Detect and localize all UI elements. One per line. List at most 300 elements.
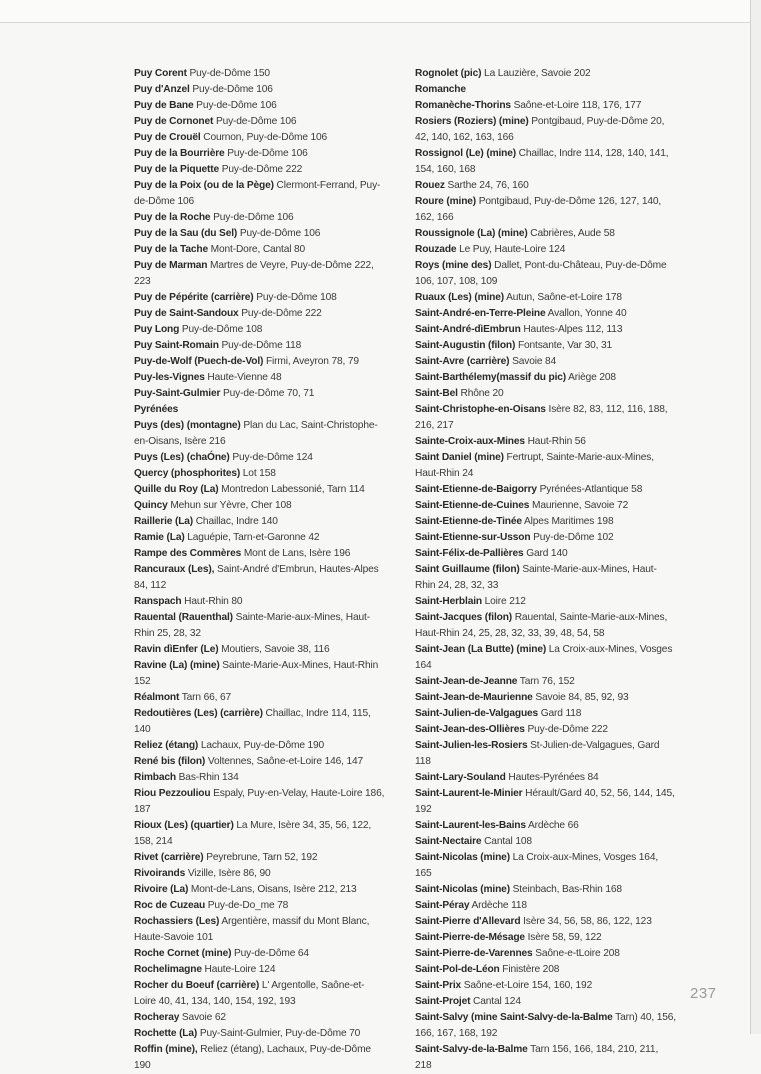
index-locator: Hérault/Gard 40, 52, 56, 144, 145, 192 bbox=[415, 788, 675, 815]
index-headword: Rimbach bbox=[134, 772, 176, 783]
index-entry bbox=[134, 690, 386, 706]
index-entry bbox=[134, 178, 386, 210]
index-entry bbox=[415, 642, 677, 674]
index-headword: Saint-Jean-des-Ollières bbox=[415, 724, 525, 735]
index-locator: Ardèche 118 bbox=[469, 900, 527, 911]
index-headword: Rauental (Rauenthal) bbox=[134, 612, 233, 623]
index-entry bbox=[134, 66, 386, 82]
index-locator: Saône-et-Loire 154, 160, 192 bbox=[461, 980, 593, 991]
index-locator: La Croix-aux-Mines, Vosges 164, 165 bbox=[415, 852, 659, 879]
index-headword: Roffin (mine), bbox=[134, 1044, 198, 1055]
index-headword: Saint-Nicolas (mine) bbox=[415, 852, 510, 863]
index-locator: Laguépie, Tarn-et-Garonne 42 bbox=[184, 532, 320, 543]
index-entry bbox=[415, 770, 677, 786]
index-entry bbox=[134, 770, 386, 786]
index-entry bbox=[134, 642, 386, 658]
index-locator: Sarthe 24, 76, 160 bbox=[444, 180, 529, 191]
index-locator: Tarn) 40, 156, 166, 167, 168, 192 bbox=[415, 1012, 676, 1039]
index-locator: Puy-de-Dôme 70, 71 bbox=[220, 388, 315, 399]
index-locator: Fontsante, Var 30, 31 bbox=[515, 340, 613, 351]
index-entry bbox=[134, 962, 386, 978]
index-locator: Puy-de-Dôme 106 bbox=[213, 116, 297, 127]
index-entry bbox=[134, 498, 386, 514]
index-locator: Cantal 124 bbox=[470, 996, 521, 1007]
index-locator: Avallon, Yonne 40 bbox=[545, 308, 627, 319]
index-locator: Puy-de-Dôme 150 bbox=[186, 68, 270, 79]
index-headword: Saint-André-dìEmbrun bbox=[415, 324, 521, 335]
index-entry bbox=[415, 610, 677, 642]
index-headword: Saint-André-en-Terre-Pleine bbox=[415, 308, 546, 319]
index-locator: Moutiers, Savoie 38, 116 bbox=[218, 644, 330, 655]
index-entry bbox=[134, 594, 386, 610]
index-entry bbox=[415, 786, 677, 818]
index-entry bbox=[134, 98, 386, 114]
index-headword: Quincy bbox=[134, 500, 168, 511]
index-locator: Haut-Rhin 56 bbox=[524, 436, 586, 447]
index-entry bbox=[415, 738, 677, 770]
index-entry bbox=[134, 370, 386, 386]
index-locator: Le Puy, Haute-Loire 124 bbox=[456, 244, 566, 255]
index-locator: Haute-Loire 124 bbox=[201, 964, 276, 975]
index-headword: Saint-Nectaire bbox=[415, 836, 482, 847]
index-headword: Saint-Avre (carrière) bbox=[415, 356, 510, 367]
index-locator: Mehun sur Yèvre, Cher 108 bbox=[167, 500, 292, 511]
index-entry bbox=[134, 258, 386, 290]
index-locator: Firmi, Aveyron 78, 79 bbox=[263, 356, 359, 367]
index-locator: Sainte-Marie-aux-Mines, Haut-Rhin 24, 28, 32, 33 bbox=[415, 564, 657, 591]
index-locator: Pyrénées-Atlantique 58 bbox=[536, 484, 643, 495]
index-headword: Pyrénées bbox=[134, 404, 179, 415]
index-headword: Reliez (étang) bbox=[134, 740, 199, 751]
index-headword: Saint-Etienne-sur-Usson bbox=[415, 532, 531, 543]
index-locator: Puy-de-Dôme 106 bbox=[193, 100, 277, 111]
index-entry bbox=[134, 898, 386, 914]
index-headword: Puy de Cornonet bbox=[134, 116, 214, 127]
index-locator: Reliez (étang), Lachaux, Puy-de-Dôme 190 bbox=[134, 1044, 371, 1071]
index-headword: Puy de la Piquette bbox=[134, 164, 220, 175]
index-locator: Puy-de-Dôme 124 bbox=[229, 452, 313, 463]
index-entry bbox=[415, 290, 677, 306]
index-headword: Saint-Jacques (filon) bbox=[415, 612, 513, 623]
index-locator: Mont-de-Lans, Oisans, Isère 212, 213 bbox=[188, 884, 357, 895]
index-locator: Saône-et-Loire 118, 176, 177 bbox=[510, 100, 642, 111]
index-locator: Isère 82, 83, 112, 116, 188, 216, 217 bbox=[415, 404, 668, 431]
index-headword: Saint-Christophe-en-Oisans bbox=[415, 404, 546, 415]
index-locator: Savoie 84 bbox=[509, 356, 557, 367]
index-headword: Saint-Etienne-de-Tinée bbox=[415, 516, 522, 527]
index-entry bbox=[415, 194, 677, 226]
index-headword: Saint-Pol-de-Léon bbox=[415, 964, 500, 975]
index-entry bbox=[415, 530, 677, 546]
index-headword: Redoutières (Les) (carrière) bbox=[134, 708, 263, 719]
index-locator: Puy-de-Dôme 222 bbox=[219, 164, 303, 175]
index-headword: Saint-Projet bbox=[415, 996, 471, 1007]
index-headword: Saint-Lary-Souland bbox=[415, 772, 506, 783]
index-headword: Puy-de-Wolf (Puech-de-Vol) bbox=[134, 356, 264, 367]
index-headword: Saint-Pierre-de-Mésage bbox=[415, 932, 525, 943]
index-locator: Finistère 208 bbox=[499, 964, 560, 975]
index-locator: Haute-Vienne 48 bbox=[204, 372, 282, 383]
index-locator: Saône-e-tLoire 208 bbox=[532, 948, 620, 959]
index-entry bbox=[134, 786, 386, 818]
index-entry bbox=[415, 498, 677, 514]
index-locator: Hautes-Alpes 112, 113 bbox=[520, 324, 623, 335]
index-headword: Puy de Saint-Sandoux bbox=[134, 308, 239, 319]
index-locator: Puy-de-Dôme 222 bbox=[524, 724, 608, 735]
index-locator: Chaillac, Indre 114, 128, 140, 141, 154, 160, 168 bbox=[415, 148, 669, 175]
index-entry bbox=[415, 178, 677, 194]
index-locator: Ardèche 66 bbox=[525, 820, 579, 831]
index-headword: Roc de Cuzeau bbox=[134, 900, 206, 911]
index-locator: Puy-de-Dôme 106 bbox=[189, 84, 273, 95]
index-headword: Roussignole (La) (mine) bbox=[415, 228, 528, 239]
index-headword: Ranspach bbox=[134, 596, 182, 607]
index-headword: Puy Corent bbox=[134, 68, 187, 79]
index-headword: René bis (filon) bbox=[134, 756, 206, 767]
index-headword: Saint-Félix-de-Pallières bbox=[415, 548, 524, 559]
index-locator: Lot 158 bbox=[240, 468, 276, 479]
index-entry bbox=[415, 690, 677, 706]
index-headword: Saint Daniel (mine) bbox=[415, 452, 504, 463]
index-headword: Rioux (Les) (quartier) bbox=[134, 820, 234, 831]
index-locator: Espaly, Puy-en-Velay, Haute-Loire 186, 187 bbox=[134, 788, 385, 815]
index-locator: Puy-Saint-Gulmier, Puy-de-Dôme 70 bbox=[197, 1028, 361, 1039]
index-headword: Riou Pezzouliou bbox=[134, 788, 211, 799]
index-headword: Saint-Bel bbox=[415, 388, 458, 399]
index-headword: Saint-Jean-de-Maurienne bbox=[415, 692, 533, 703]
index-entry bbox=[415, 386, 677, 402]
index-locator: Pontgibaud, Puy-de-Dôme 20, 42, 140, 162, 163, 166 bbox=[415, 116, 665, 143]
index-headword: Saint Guillaume (filon) bbox=[415, 564, 520, 575]
index-locator: Puy-de-Dôme 118 bbox=[218, 340, 302, 351]
index-entry bbox=[134, 338, 386, 354]
index-entry bbox=[415, 66, 677, 82]
index-entry bbox=[134, 146, 386, 162]
index-entry bbox=[415, 994, 677, 1010]
index-locator: Maurienne, Savoie 72 bbox=[529, 500, 629, 511]
index-entry bbox=[415, 962, 677, 978]
index-locator: Martres de Veyre, Puy-de-Dôme 222, 223 bbox=[134, 260, 374, 287]
index-entry bbox=[415, 482, 677, 498]
index-headword: Roure (mine) bbox=[415, 196, 477, 207]
index-headword: Romanèche-Thorins bbox=[415, 100, 511, 111]
index-entry bbox=[415, 978, 677, 994]
index-headword: Rochelimagne bbox=[134, 964, 202, 975]
index-headword: Puy de la Tache bbox=[134, 244, 208, 255]
page-number: 237 bbox=[690, 985, 717, 1002]
index-entry bbox=[415, 818, 677, 834]
index-headword: Rouzade bbox=[415, 244, 457, 255]
index-headword: Puy de Crouël bbox=[134, 132, 201, 143]
index-headword: Rossignol (Le) (mine) bbox=[415, 148, 516, 159]
index-headword: Ravin dìEnfer (Le) bbox=[134, 644, 219, 655]
index-headword: Rosiers (Roziers) (mine) bbox=[415, 116, 529, 127]
index-locator: Mont de Lans, Isère 196 bbox=[241, 548, 351, 559]
index-locator: Hautes-Pyrénées 84 bbox=[505, 772, 599, 783]
index-headword: Saint-Péray bbox=[415, 900, 470, 911]
index-headword: Puys (Les) (chaÓne) bbox=[134, 452, 230, 463]
index-entry bbox=[134, 82, 386, 98]
index-locator: Puy-de-Dôme 64 bbox=[231, 948, 309, 959]
index-locator: Tarn 66, 67 bbox=[179, 692, 232, 703]
index-entry bbox=[415, 306, 677, 322]
index-locator: Haut-Rhin 80 bbox=[181, 596, 243, 607]
index-entry bbox=[134, 850, 386, 866]
index-locator: Gard 140 bbox=[523, 548, 568, 559]
index-headword: Saint-Etienne-de-Baigorry bbox=[415, 484, 537, 495]
index-headword: Saint-Prix bbox=[415, 980, 462, 991]
index-locator: Chaillac, Indre 140 bbox=[193, 516, 278, 527]
index-entry bbox=[415, 322, 677, 338]
index-locator: Tarn 76, 152 bbox=[517, 676, 575, 687]
index-entry bbox=[134, 386, 386, 402]
index-headword: Ramie (La) bbox=[134, 532, 185, 543]
index-locator: Cantal 108 bbox=[481, 836, 532, 847]
index-entry bbox=[415, 338, 677, 354]
index-headword: Puy d'Anzel bbox=[134, 84, 190, 95]
index-headword: Saint-Etienne-de-Cuines bbox=[415, 500, 530, 511]
index-entry bbox=[415, 882, 677, 898]
index-entry bbox=[415, 514, 677, 530]
index-entry bbox=[415, 146, 677, 178]
index-entry bbox=[415, 834, 677, 850]
index-locator: Cournon, Puy-de-Dôme 106 bbox=[200, 132, 328, 143]
index-locator: Tarn 156, 166, 184, 210, 211, 218 bbox=[415, 1044, 659, 1071]
index-locator: Cabrières, Aude 58 bbox=[527, 228, 615, 239]
index-headword: Puy Long bbox=[134, 324, 180, 335]
index-entry bbox=[134, 450, 386, 466]
index-locator: Mont-Dore, Cantal 80 bbox=[208, 244, 306, 255]
index-entry bbox=[134, 1042, 386, 1074]
index-headword: Saint-Augustin (filon) bbox=[415, 340, 516, 351]
index-headword: Rampe des Commères bbox=[134, 548, 242, 559]
index-entry bbox=[415, 242, 677, 258]
index-locator: Isère 34, 56, 58, 86, 122, 123 bbox=[520, 916, 652, 927]
index-locator: Puy-de-Dôme 106 bbox=[224, 148, 308, 159]
index-entry bbox=[134, 242, 386, 258]
index-entry bbox=[134, 738, 386, 754]
index-headword: Puy de la Bourrière bbox=[134, 148, 225, 159]
index-locator: Puy-de-Dôme 106 bbox=[237, 228, 321, 239]
index-headword: Réalmont bbox=[134, 692, 180, 703]
index-headword: Puy de la Sau (du Sel) bbox=[134, 228, 238, 239]
index-locator: Voltennes, Saône-et-Loire 146, 147 bbox=[205, 756, 364, 767]
index-headword: Puys (des) (montagne) bbox=[134, 420, 241, 431]
index-headword: Quille du Roy (La) bbox=[134, 484, 219, 495]
index-headword: Puy de la Poix (ou de la Pège) bbox=[134, 180, 274, 191]
index-entry bbox=[134, 562, 386, 594]
index-headword: Roche Cornet (mine) bbox=[134, 948, 232, 959]
index-entry bbox=[415, 850, 677, 882]
index-entry bbox=[415, 1042, 677, 1074]
index-locator: Pontgibaud, Puy-de-Dôme 126, 127, 140, 162, 166 bbox=[415, 196, 662, 223]
index-locator: Chaillac, Indre 114, 115, 140 bbox=[134, 708, 371, 735]
index-entry bbox=[134, 466, 386, 482]
index-locator: La Lauzière, Savoie 202 bbox=[481, 68, 591, 79]
index-entry bbox=[415, 930, 677, 946]
index-entry bbox=[415, 594, 677, 610]
index-locator: Alpes Maritimes 198 bbox=[521, 516, 614, 527]
index-headword: Saint-Pierre d'Allevard bbox=[415, 916, 521, 927]
index-headword: Rocheray bbox=[134, 1012, 180, 1023]
index-locator: Montredon Labessonié, Tarn 114 bbox=[218, 484, 365, 495]
index-entry bbox=[134, 322, 386, 338]
index-headword: Puy de Bane bbox=[134, 100, 194, 111]
index-locator: Rauental, Sainte-Marie-aux-Mines, Haut-Rhin 24, 25, 28, 32, 33, 39, 48, 54, 58 bbox=[415, 612, 668, 639]
index-entry bbox=[415, 354, 677, 370]
index-locator: Bas-Rhin 134 bbox=[175, 772, 239, 783]
index-entry bbox=[134, 114, 386, 130]
index-locator: La Croix-aux-Mines, Vosges 164 bbox=[415, 644, 673, 671]
index-headword: Rocher du Boeuf (carrière) bbox=[134, 980, 260, 991]
index-entry bbox=[134, 914, 386, 946]
index-headword: Saint-Salvy (mine Saint-Salvy-de-la-Balme bbox=[415, 1012, 613, 1023]
index-headword: Saint-Herblain bbox=[415, 596, 482, 607]
index-headword: Rouez bbox=[415, 180, 445, 191]
index-locator: Puy-de-Do_me 78 bbox=[205, 900, 289, 911]
index-entry bbox=[134, 306, 386, 322]
index-entry bbox=[415, 82, 677, 98]
index-entry bbox=[134, 130, 386, 146]
index-headword: Saint-Salvy-de-la-Balme bbox=[415, 1044, 528, 1055]
index-entry bbox=[134, 610, 386, 642]
index-entry bbox=[415, 114, 677, 146]
index-locator: Puy-de-Dôme 106 bbox=[210, 212, 294, 223]
index-column-right bbox=[415, 66, 677, 1074]
index-entry bbox=[415, 706, 677, 722]
index-locator: St-Julien-de-Valgagues, Gard 118 bbox=[415, 740, 660, 767]
index-headword: Saint-Nicolas (mine) bbox=[415, 884, 510, 895]
index-entry bbox=[415, 434, 677, 450]
index-headword: Rivet (carrière) bbox=[134, 852, 204, 863]
index-entry bbox=[134, 882, 386, 898]
index-entry bbox=[134, 1010, 386, 1026]
index-entry bbox=[134, 482, 386, 498]
index-entry bbox=[134, 418, 386, 450]
index-locator: Puy-de-Dôme 222 bbox=[238, 308, 322, 319]
index-locator: Fertrupt, Sainte-Marie-aux-Mines, Haut-Rhin 24 bbox=[415, 452, 654, 479]
index-entry bbox=[134, 946, 386, 962]
index-headword: Saint-Laurent-le-Minier bbox=[415, 788, 523, 799]
index-locator: Isère 58, 59, 122 bbox=[524, 932, 602, 943]
index-locator: Ariège 208 bbox=[566, 372, 616, 383]
index-entry bbox=[415, 450, 677, 482]
index-entry bbox=[134, 226, 386, 242]
index-entry bbox=[134, 162, 386, 178]
index-locator: Autun, Saône-et-Loire 178 bbox=[504, 292, 622, 303]
index-entry bbox=[415, 370, 677, 386]
index-headword: Sainte-Croix-aux-Mines bbox=[415, 436, 525, 447]
index-headword: Puy de Marman bbox=[134, 260, 208, 271]
index-locator: Vizille, Isère 86, 90 bbox=[185, 868, 271, 879]
index-headword: Raillerie (La) bbox=[134, 516, 194, 527]
index-entry bbox=[134, 290, 386, 306]
index-entry bbox=[415, 562, 677, 594]
index-headword: Puy-les-Vignes bbox=[134, 372, 205, 383]
index-headword: Rochette (La) bbox=[134, 1028, 198, 1039]
index-locator: Lachaux, Puy-de-Dôme 190 bbox=[198, 740, 325, 751]
index-entry bbox=[415, 258, 677, 290]
page-right-edge bbox=[750, 0, 761, 1034]
index-locator: Puy-de-Dôme 108 bbox=[179, 324, 263, 335]
index-locator: Savoie 84, 85, 92, 93 bbox=[532, 692, 629, 703]
index-locator: Clermont-Ferrand, Puy-de-Dôme 106 bbox=[134, 180, 381, 207]
index-locator: Steinbach, Bas-Rhin 168 bbox=[509, 884, 622, 895]
index-entry bbox=[134, 514, 386, 530]
index-locator: Puy-de-Dôme 108 bbox=[253, 292, 337, 303]
index-locator: Gard 118 bbox=[538, 708, 582, 719]
index-headword: Rochassiers (Les) bbox=[134, 916, 220, 927]
index-entry bbox=[134, 402, 386, 418]
index-entry bbox=[415, 722, 677, 738]
index-entry bbox=[415, 546, 677, 562]
index-locator: Savoie 62 bbox=[179, 1012, 226, 1023]
index-headword: Ravine (La) (mine) bbox=[134, 660, 220, 671]
index-column-left bbox=[134, 66, 386, 1074]
index-headword: Saint-Julien-les-Rosiers bbox=[415, 740, 528, 751]
index-entry bbox=[134, 546, 386, 562]
index-locator: Dallet, Pont-du-Château, Puy-de-Dôme 106, 107, 108, 109 bbox=[415, 260, 667, 287]
index-entry bbox=[134, 754, 386, 770]
index-locator: Sainte-Marie-Aux-Mines, Haut-Rhin 152 bbox=[134, 660, 379, 687]
index-entry bbox=[415, 1010, 677, 1042]
index-locator: Rhône 20 bbox=[457, 388, 504, 399]
index-entry bbox=[415, 898, 677, 914]
index-headword: Saint-Julien-de-Valgagues bbox=[415, 708, 539, 719]
index-headword: Puy de Pépérite (carrière) bbox=[134, 292, 254, 303]
index-entry bbox=[415, 946, 677, 962]
index-headword: Puy Saint-Romain bbox=[134, 340, 219, 351]
index-headword: Rivoirands bbox=[134, 868, 186, 879]
index-entry bbox=[134, 818, 386, 850]
index-locator: Plan du Lac, Saint-Christophe-en-Oisans, Isère 216 bbox=[134, 420, 378, 447]
index-locator: Saint-André d'Embrun, Hautes-Alpes 84, 112 bbox=[134, 564, 379, 591]
index-entry bbox=[134, 530, 386, 546]
index-headword: Rognolet (pic) bbox=[415, 68, 482, 79]
index-entry bbox=[415, 226, 677, 242]
index-locator: Puy-de-Dôme 102 bbox=[530, 532, 614, 543]
index-headword: Saint-Jean (La Butte) (mine) bbox=[415, 644, 547, 655]
page-top-edge bbox=[0, 0, 761, 23]
index-locator: Argentière, massif du Mont Blanc, Haute-Savoie 101 bbox=[134, 916, 370, 943]
index-headword: Ruaux (Les) (mine) bbox=[415, 292, 504, 303]
index-headword: Puy-Saint-Gulmier bbox=[134, 388, 221, 399]
index-locator: L' Argentolle, Saône-et-Loire 40, 41, 134, 140, 154, 192, 193 bbox=[134, 980, 365, 1007]
index-entry bbox=[134, 1026, 386, 1042]
index-headword: Saint-Pierre-de-Varennes bbox=[415, 948, 533, 959]
index-locator: La Mure, Isère 34, 35, 56, 122, 158, 214 bbox=[134, 820, 372, 847]
index-entry bbox=[134, 658, 386, 690]
index-entry bbox=[134, 354, 386, 370]
index-headword: Rivoire (La) bbox=[134, 884, 189, 895]
index-headword: Quercy (phosphorites) bbox=[134, 468, 241, 479]
index-headword: Rancuraux (Les), bbox=[134, 564, 215, 575]
index-entry bbox=[415, 914, 677, 930]
index-locator: Sainte-Marie-aux-Mines, Haut-Rhin 25, 28, 32 bbox=[134, 612, 370, 639]
index-locator: Peyrebrune, Tarn 52, 192 bbox=[203, 852, 318, 863]
index-entry bbox=[415, 674, 677, 690]
index-locator: Loire 212 bbox=[481, 596, 526, 607]
index-entry bbox=[415, 98, 677, 114]
index-entry bbox=[134, 866, 386, 882]
index-headword: Puy de la Roche bbox=[134, 212, 211, 223]
index-headword: Roys (mine des) bbox=[415, 260, 492, 271]
index-entry bbox=[134, 706, 386, 738]
index-entry bbox=[134, 978, 386, 1010]
index-headword: Romanche bbox=[415, 84, 466, 95]
index-entry bbox=[134, 210, 386, 226]
index-entry bbox=[415, 402, 677, 434]
